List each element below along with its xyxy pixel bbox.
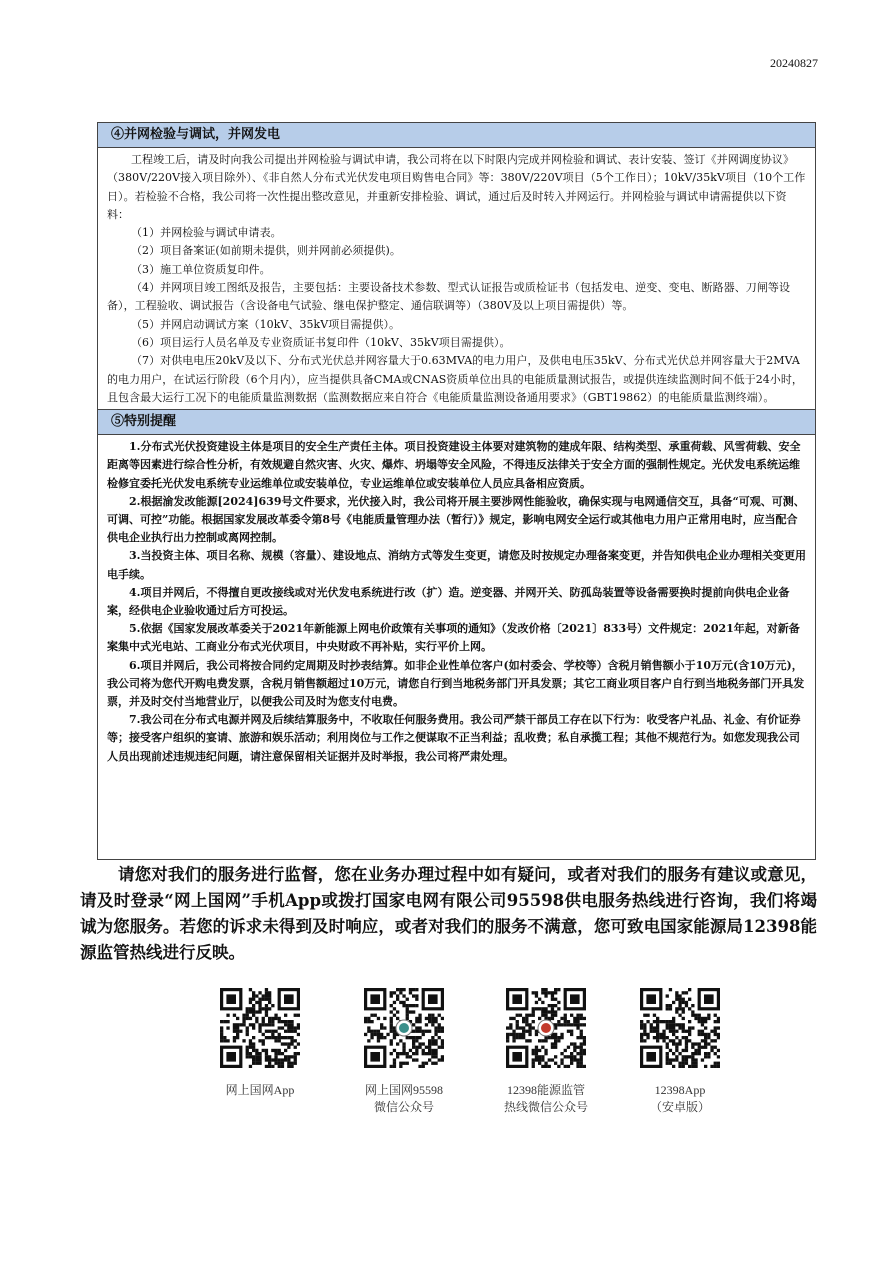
section5-item: 5.依据《国家发展改革委关于2021年新能源上网电价政策有关事项的通知》（发改价格〔2021〕833号）文件规定：2021年起，对新备案集中式光电站、工商业分布式光伏项目，中央财政不再补贴，实行平价上网。 (107, 622, 800, 654)
section5-item: 1.分布式光伏投资建设主体是项目的安全生产责任主体。项目投资建设主体要对建筑物的建成年限、结构类型、承重荷载、风雪荷载、安全距离等因素进行综合性分析，有效规避自然灾害、火灾、爆炸、坍塌等安全风险，不得违反法律关于安全方面的强制性规定。光伏发电系统运维检修宜委托光伏发电系统专业运维单位或安装单位，专业运维单位或安装单位人员应具备相应资质。 (107, 440, 801, 490)
qr-code-icon[interactable] (506, 988, 586, 1068)
document-code: 20240827 (770, 56, 818, 70)
section4-intro: 工程竣工后，请及时向我公司提出并网检验与调试申请，我公司将在以下时限内完成并网检验和调试、表计安装、签订《并网调度协议》（380V/220V接入项目除外）、《非自然人分布式光伏发电项目购售电合同》等：380V/220V项目（5个工作日）；10kV/35kV项目（10个工作日）。若检验不合格，我公司将一次性提出整改意见，并重新安排检验、调试，通过后及时转入并网运行。并网检验与调试申请需提供以下资料： (107, 153, 806, 221)
qr-label-line1: 网上国网95598 (364, 1083, 443, 1097)
qr-item-12398-app (620, 988, 740, 1116)
qr-item-12398-wechat (486, 988, 606, 1116)
section4-item: （5）并网启动调试方案（10kV、35kV项目需提供）。 (131, 317, 401, 331)
section4-item: （1）并网检验与调试申请表。 (131, 226, 282, 240)
section5-item: 6.项目并网后，我公司将按合同约定周期及时抄表结算。如非企业性单位客户(如村委会、学校等）含税月销售额小于10万元(含10万元)，我公司将为您代开购电费发票，含税月销售额超过10万元，请您自行到当地税务部门开具发票；其它工商业项目客户自行到当地税务部门开具发票，并及时交付当地营业厅，以便我公司及时为您支付电费。 (107, 658, 805, 708)
section4-item: （7）对供电电压20kV及以下、分布式光伏总并网容量大于0.63MVA的电力用户，及供电电压35kV、分布式光伏总并网容量大于2MVA的电力用户，在试运行阶段（6个月内），应当提供具备CMA或CNAS资质单位出具的电能质量测试报告，或提供连续监测时间不低于24小时，且包含最大运行工况下的电能质量监测数据（监测数据应来自符合《电能质量监测设备通用要求》（GBT19862）的电能质量监测终端）。 (107, 354, 803, 404)
qr-item-app (200, 988, 320, 1099)
section4-item: （3）施工单位资质复印件。 (131, 262, 271, 276)
section4-item: （6）项目运行人员名单及专业资质证书复印件（10kV、35kV项目需提供）。 (131, 335, 511, 349)
section5-item: 7.我公司在分布式电源并网及后续结算服务中，不收取任何服务费用。我公司严禁干部员工存在以下行为：收受客户礼品、礼金、有价证券等；接受客户组织的宴请、旅游和娱乐活动；利用岗位与工作之便谋取不正当利益；乱收费；私自承揽工程；其他不规范行为。如您发现我公司人员出现前述违规违纪问题，请注意保留相关证据并及时举报，我公司将严肃处理。 (107, 713, 801, 763)
section5-item: 2.根据渝发改能源[2024]639号文件要求，光伏接入时，我公司将开展主要涉网性能验收，确保实现与电网通信交互，具备“可观、可测、可调、可控”功能。根据国家发展改革委令第8号《电能质量管理办法（暂行）》规定，影响电网安全运行或其他电力用户正常用电时，应当配合供电企业执行出力控制或离网控制。 (107, 494, 805, 545)
qr-label-line2: （安卓版） (649, 1100, 710, 1114)
section5-item: 4.项目并网后，不得擅自更改接线或对光伏发电系统进行改（扩）造。逆变器、并网开关、防孤岛装置等设备需要换时提前向供电企业备案，经供电企业验收通过后方可投运。 (107, 585, 790, 617)
section5-body (98, 435, 815, 766)
qr-code-icon[interactable] (220, 988, 300, 1068)
qr-code-icon[interactable] (364, 988, 444, 1068)
section5-item: 3.当投资主体、项目名称、规模（容量）、建设地点、消纳方式等发生变更，请您及时按规定办理备案变更，并告知供电企业办理相关变更用电手续。 (107, 549, 806, 581)
info-box (97, 122, 816, 860)
section4-heading: ④并网检验与调试，并网发电 (98, 123, 815, 148)
service-notice: 请您对我们的服务进行监督，您在业务办理过程中如有疑问，或者对我们的服务有建议或意见，请及时登录“网上国网”手机App或拨打国家电网有限公司95598供电服务热线进行咨询，我们将竭诚为您服务。若您的诉求未得到及时响应，或者对我们的服务不满意，您可致电国家能源局12398能源监管热线进行反映。 (80, 865, 817, 962)
qr-label-line2: 微信公众号 (373, 1100, 434, 1114)
section4-body (98, 148, 815, 409)
qr-label-line1: 网上国网App (225, 1083, 295, 1097)
qr-label-line1: 12398能源监管 (506, 1083, 585, 1097)
qr-label-line2: 热线微信公众号 (503, 1100, 588, 1114)
section4-item: （2）项目备案证(如前期未提供，则并网前必须提供)。 (131, 244, 401, 258)
qr-item-95598-wechat (344, 988, 464, 1116)
qr-label-line1: 12398App (654, 1083, 706, 1097)
section4-item: （4）并网项目竣工图纸及报告，主要包括：主要设备技术参数、型式认证报告或质检证书（包括发电、逆变、变电、断路器、刀闸等设备），工程验收、调试报告（含设备电气试验、继电保护整定、通信联调等）（380V及以上项目需提供）等。 (107, 281, 790, 313)
section5-heading: ⑤特别提醒 (98, 409, 815, 435)
qr-code-row (0, 988, 892, 1128)
qr-code-icon[interactable] (640, 988, 720, 1068)
